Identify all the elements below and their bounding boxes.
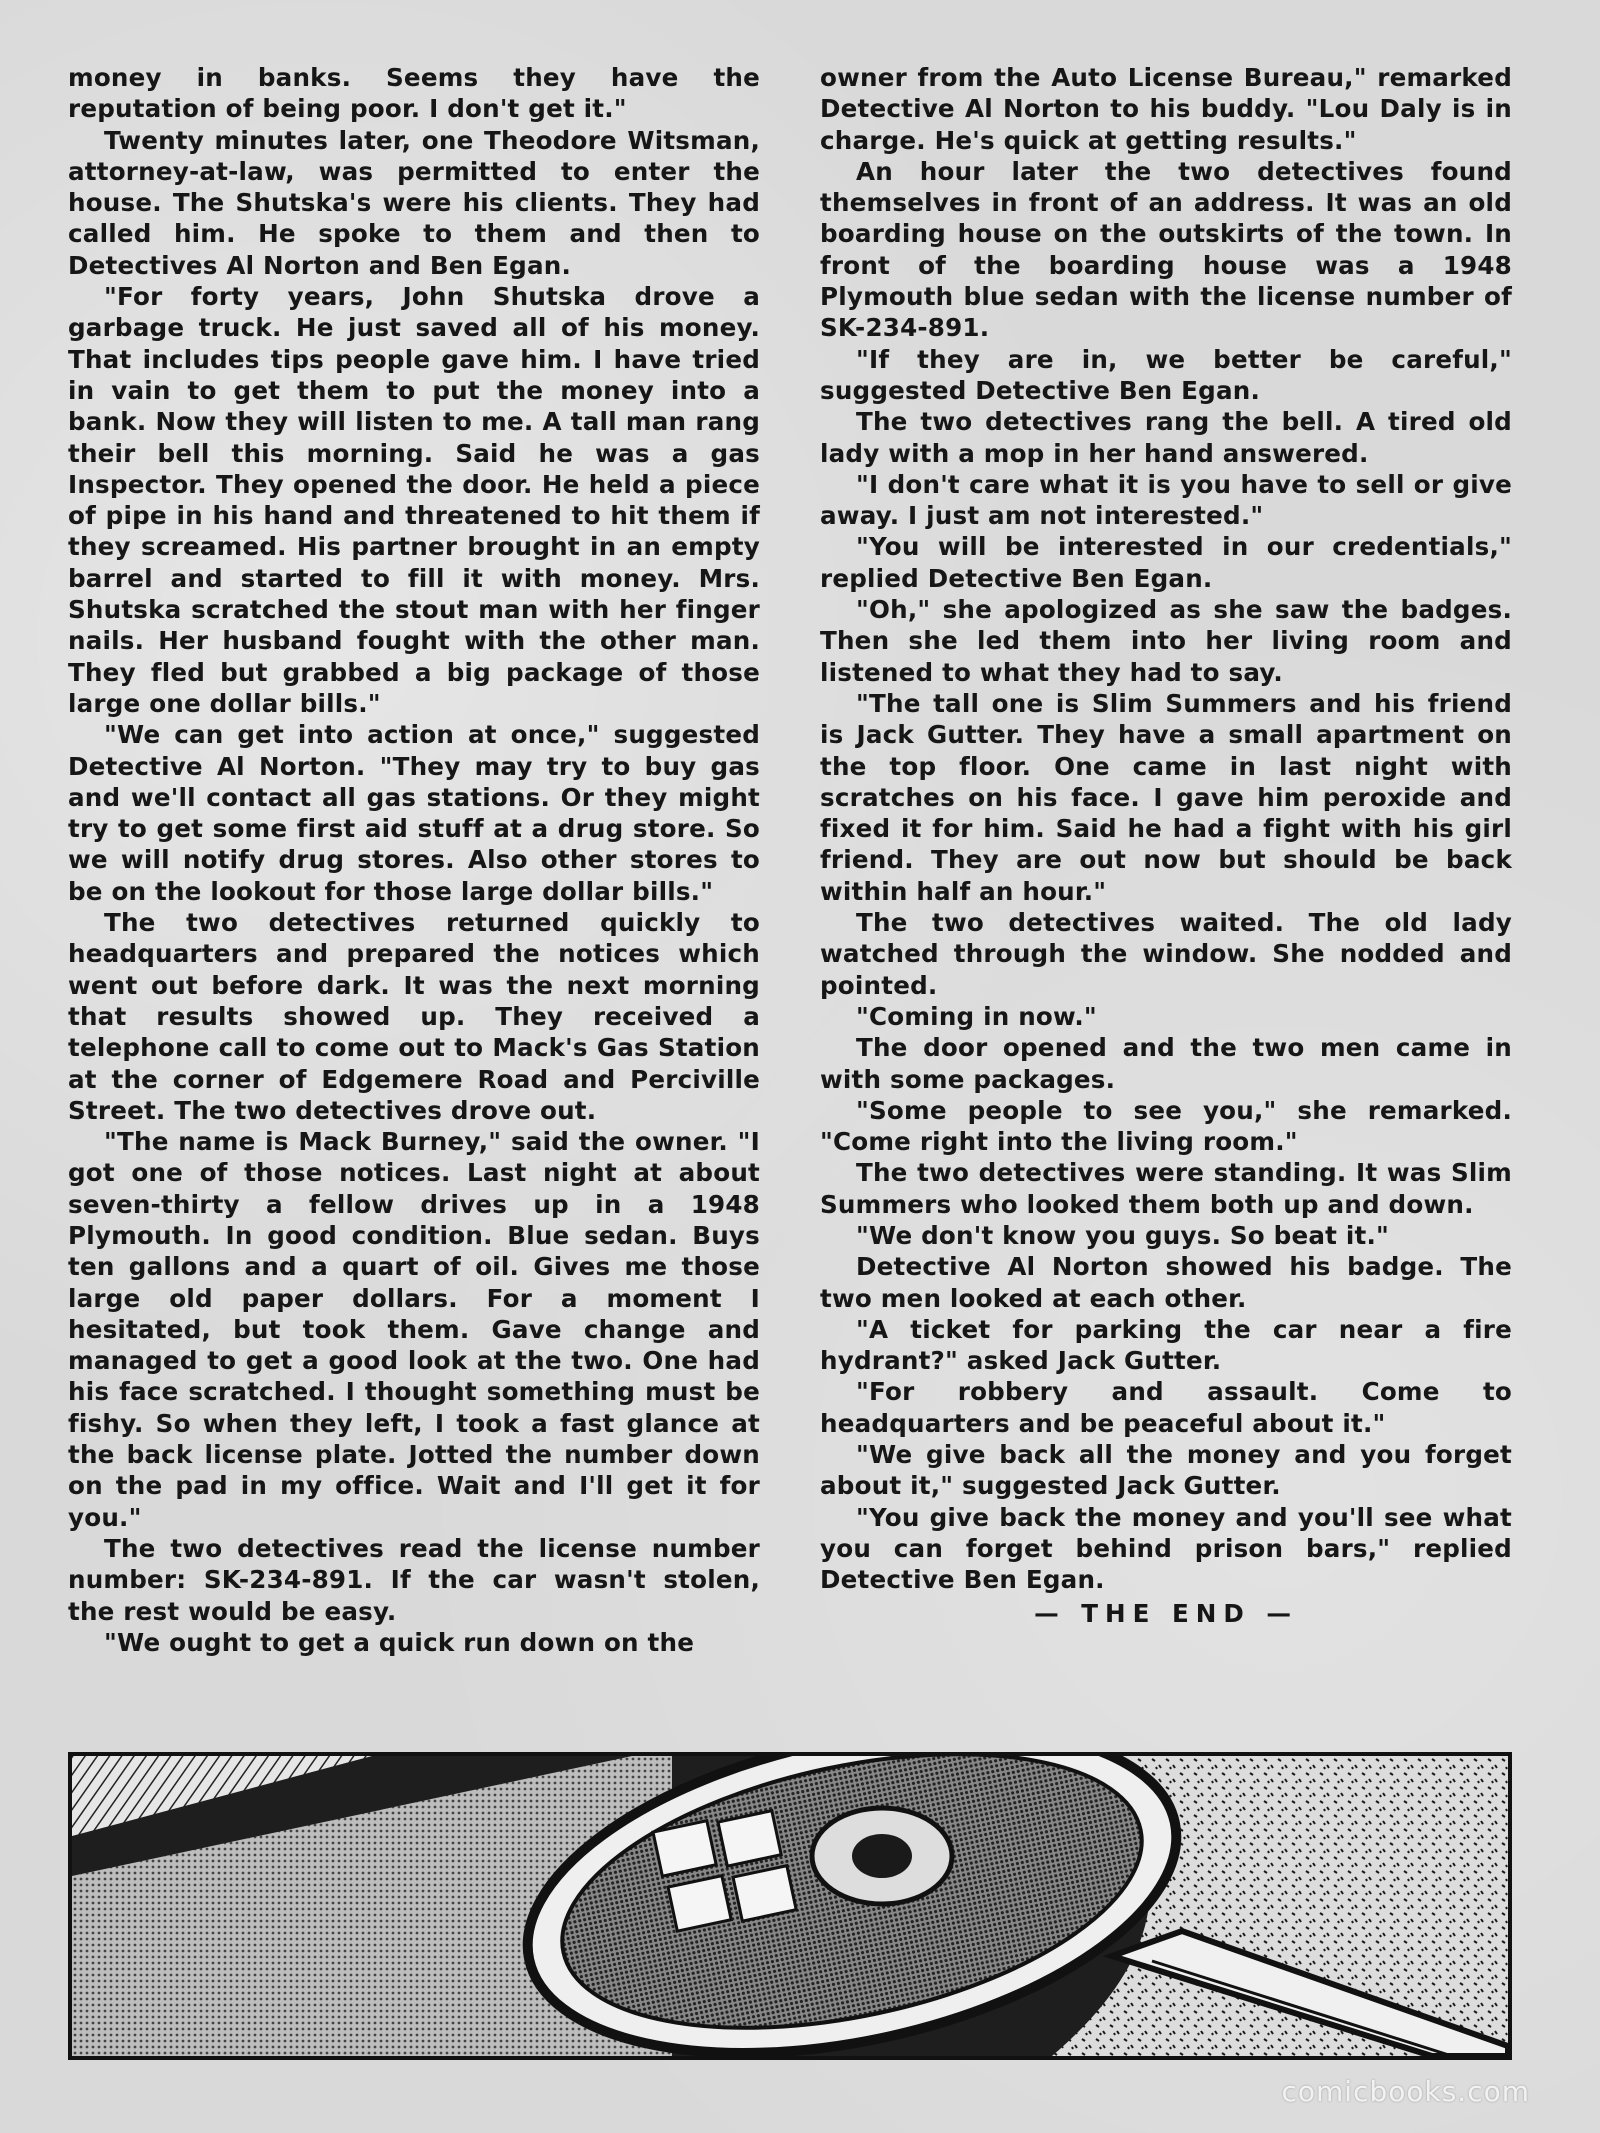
paragraph: "For forty years, John Shutska drove a garbage truck. He just saved all of his money. That includes tips people gave him. I have tried in vain to get them to put the money into a bank. Now they will listen to me. A tall man rang their bell this morning. Said he was a gas Inspector. They opened the door. He held a piece of pipe in his hand and threatened to hit them if they screamed. His partner brought in an empty barrel and started to fill it with money. Mrs. Shutska scratched the stout man with her finger nails. Her husband fought with the other man. They fled but grabbed a big package of those large one dollar bills." — [68, 282, 760, 718]
paragraph: Detective Al Norton showed his badge. The two men looked at each other. — [820, 1252, 1512, 1313]
magnifying-glass-icon — [72, 1756, 1508, 2056]
paragraph: "Coming in now." — [856, 1001, 1097, 1031]
paragraph: "If they are in, we better be careful," suggested Detective Ben Egan. — [820, 344, 1512, 405]
paragraph: The two detectives returned quickly to headquarters and prepared the notices which went out before dark. It was the next morning that results showed up. They received a telephone call to come out to Mack's Gas Station at the corner of Edgemere Road and Perciville Street. The two detectives drove out. — [68, 908, 760, 1125]
paragraph: "Some people to see you," she remarked. "Come right into the living room." — [820, 1095, 1512, 1157]
magnifying-glass-illustration — [68, 1752, 1512, 2060]
the-end-label: — THE END — — [1034, 1598, 1298, 1628]
paragraph: "I don't care what it is you have to sell or give away. I just am not interested." — [820, 469, 1512, 531]
paragraph: "The tall one is Slim Summers and his friend is Jack Gutter. They have a small apartment on the top floor. One came in last night with scratches on his face. I gave him peroxide and fixed it for him. Said he had a fight with his girl friend. They are out now but should be back within half an hour." — [820, 688, 1512, 906]
paragraph: "We don't know you guys. So beat it." — [856, 1220, 1390, 1250]
paragraph: The two detectives rang the bell. A tired old lady with a mop in her hand answered. — [820, 407, 1512, 468]
paragraph: owner from the Auto License Bureau," remarked Detective Al Norton to his buddy. "Lou Daly is in charge. He's quick at getting results." — [820, 63, 1512, 155]
paragraph: "The name is Mack Burney," said the owner. "I got one of those notices. Last night at about seven-thirty a fellow drives up in a 1948 Plymouth. In good condition. Blue sedan. Buys ten gallons and a quart of oil. Gives me those large old paper dollars. For a moment I hesitated, but took them. Gave change and managed to get a good look at the two. One had his face scratched. I thought something must be fishy. So when they left, I took a fast glance at the back license plate. Jotted the number down on the pad in my office. Wait and I'll get it for you." — [68, 1127, 760, 1532]
paragraph: "We give back all the money and you forget about it," suggested Jack Gutter. — [820, 1440, 1512, 1501]
paragraph: "You give back the money and you'll see what you can forget behind prison bars," replied Detective Ben Egan. — [820, 1502, 1512, 1595]
paragraph: The two detectives were standing. It was Slim Summers who looked them both up and down. — [820, 1158, 1512, 1219]
paragraph: "We ought to get a quick run down on the — [104, 1627, 695, 1657]
story-column-left — [68, 62, 760, 1658]
paragraph: The two detectives waited. The old lady watched through the window. She nodded and pointed. — [820, 908, 1512, 1000]
paragraph: Twenty minutes later, one Theodore Witsman, attorney-at-law, was permitted to enter the house. The Shutska's were his clients. They had called him. He spoke to them and then to Detectives Al Norton and Ben Egan. — [68, 125, 760, 280]
watermark: comicbooks.com — [1281, 2075, 1530, 2108]
paragraph: "For robbery and assault. Come to headquarters and be peaceful about it." — [820, 1377, 1512, 1438]
paragraph: "A ticket for parking the car near a fire hydrant?" asked Jack Gutter. — [820, 1314, 1512, 1376]
paragraph: "You will be interested in our credentials," replied Detective Ben Egan. — [820, 532, 1512, 593]
paragraph: money in banks. Seems they have the reputation of being poor. I don't get it." — [68, 63, 760, 124]
story-column-right — [820, 62, 1512, 1629]
paragraph: "We can get into action at once," suggested Detective Al Norton. "They may try to buy gas and we'll contact all gas stations. Or they might try to get some first aid stuff at a drug store. So we will notify drug stores. Also other stores to be on the lookout for those large dollar bills." — [68, 720, 760, 906]
paragraph: The two detectives read the license number number: SK-234-891. If the car wasn't stolen, the rest would be easy. — [68, 1533, 760, 1626]
paragraph: An hour later the two detectives found themselves in front of an address. It was an old boarding house on the outskirts of the town. In front of the boarding house was a 1948 Plymouth blue sedan with the license number of SK-234-891. — [820, 156, 1512, 343]
paragraph: "Oh," she apologized as she saw the badges. Then she led them into her living room and listened to what they had to say. — [820, 595, 1512, 687]
paragraph: The door opened and the two men came in with some packages. — [820, 1033, 1512, 1094]
